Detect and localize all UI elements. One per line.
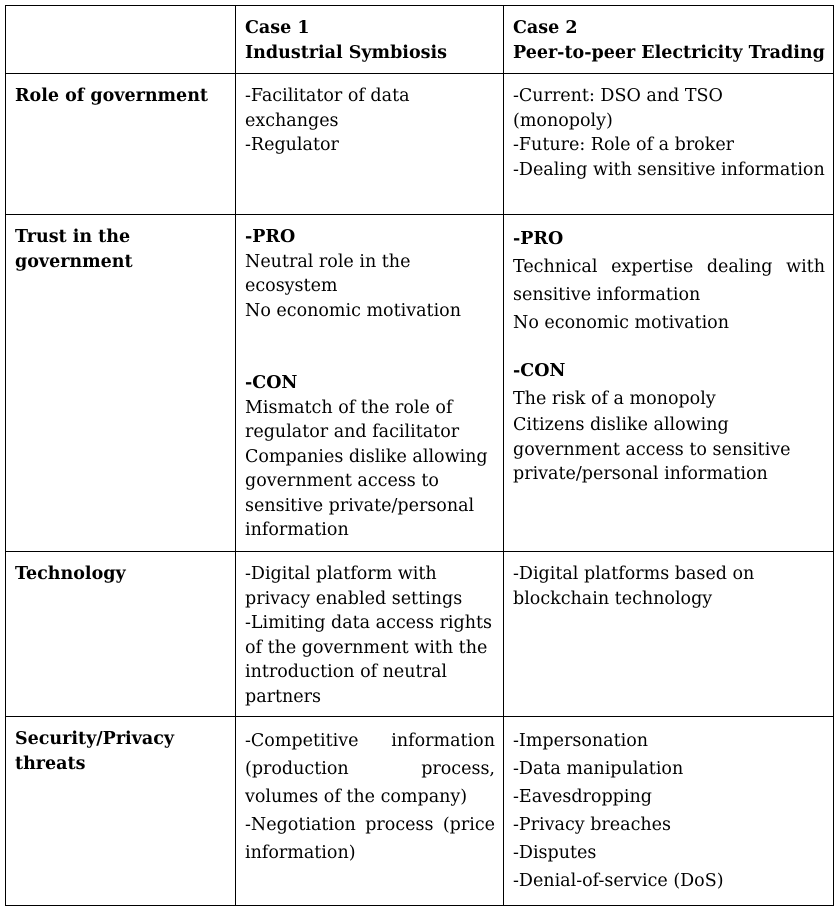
technology-case1-cell [236, 552, 504, 717]
pro-item: No economic motivation [513, 313, 729, 333]
technology-case2-cell [504, 552, 834, 717]
case1-title: Case 1 [245, 18, 310, 38]
header-empty-cell [6, 6, 236, 74]
trust-case2-cell [504, 215, 834, 552]
government-case2-cell [504, 74, 834, 215]
security-case1-cell [236, 717, 504, 906]
row-technology [6, 552, 834, 717]
technology-case1-item: -Digital platform with privacy enabled settings [245, 564, 463, 609]
case2-subtitle: Peer-to-peer Electricity Trading [513, 42, 825, 63]
pro-heading: -PRO [513, 229, 564, 249]
technology-case1-item: -Limiting data access rights of the government with the introduction of neutral partners [245, 613, 493, 707]
row-label: Technology [6, 552, 236, 717]
pro-heading: -PRO [245, 227, 296, 247]
security-case2-item: -Impersonation [513, 731, 649, 751]
government-case1-cell [236, 74, 504, 215]
pro-item: No economic motivation [245, 300, 461, 321]
security-case2-item: -Disputes [513, 843, 597, 863]
con-item: Mismatch of the role of regulator and facilitator [245, 397, 460, 442]
con-heading: -CON [245, 373, 298, 393]
spacer [513, 337, 825, 357]
security-case2-item: -Denial-of-service (DoS) [513, 871, 724, 891]
government-case1-item: -Regulator [245, 135, 339, 155]
con-item: Citizens dislike allowing government access to sensitive private/personal information [513, 415, 791, 484]
security-case2-item: -Eavesdropping [513, 787, 652, 807]
con-heading: -CON [513, 361, 566, 381]
pro-item: Neutral role in the ecosystem [245, 251, 411, 296]
trust-label-line: Trust in the [15, 227, 131, 247]
trust-label-line: government [15, 251, 133, 272]
technology-case2-item: -Digital platforms based on blockchain technology [513, 564, 755, 609]
security-case1-item: -Competitive information (production process, volumes of the company) [245, 731, 495, 807]
con-item: Companies dislike allowing government access to sensitive private/personal information [245, 446, 488, 540]
case2-title: Case 2 [513, 18, 578, 38]
header-case1-cell [236, 6, 504, 74]
security-case1-item: -Negotiation process (price information) [245, 815, 495, 863]
security-case2-cell [504, 717, 834, 906]
row-label [6, 717, 236, 906]
row-label: Role of government [6, 74, 236, 215]
government-case1-item: -Facilitator of data exchanges [245, 86, 410, 131]
government-case2-item: -Current: DSO and TSO (monopoly) [513, 86, 723, 131]
con-item: The risk of a monopoly [513, 389, 716, 409]
security-case2-item: -Data manipulation [513, 759, 684, 779]
government-case2-item: -Future: Role of a broker [513, 135, 735, 155]
security-label-line: threats [15, 753, 86, 774]
header-row [6, 6, 834, 74]
security-case2-item: -Privacy breaches [513, 815, 671, 835]
row-role-of-government [6, 74, 834, 215]
header-case2-cell [504, 6, 834, 74]
trust-case1-cell [236, 215, 504, 552]
case1-subtitle: Industrial Symbiosis [245, 42, 447, 63]
pro-item: Technical expertise dealing with sensitive information [513, 257, 825, 305]
row-label [6, 215, 236, 552]
comparison-table [5, 5, 834, 906]
row-security-privacy-threats [6, 717, 834, 906]
government-case2-item: -Dealing with sensitive information [513, 159, 825, 180]
security-label-line: Security/Privacy [15, 729, 175, 749]
row-trust-in-government [6, 215, 834, 552]
spacer [245, 323, 495, 371]
